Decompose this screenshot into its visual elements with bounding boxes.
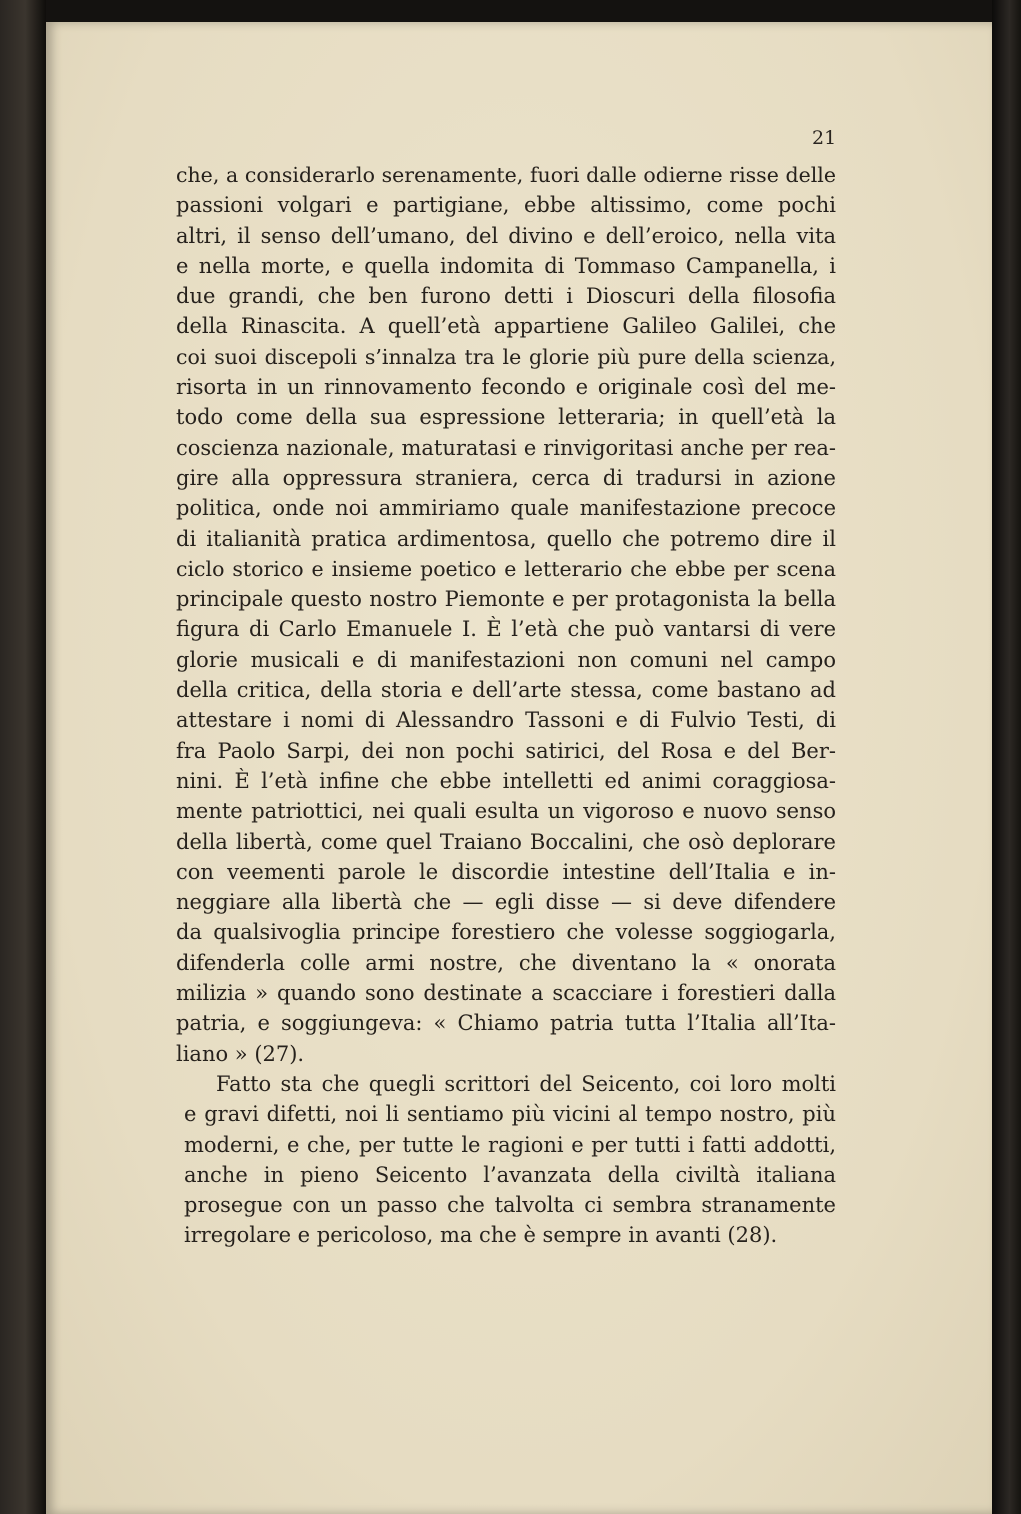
paragraph-1 (176, 160, 836, 1069)
text-line: fra Paolo Sarpi, dei non pochi satirici, del Rosa e del Ber- (176, 738, 836, 763)
scan-border-left (0, 0, 46, 1514)
text-line: politica, onde noi ammiriamo quale manifestazione precoce (176, 496, 836, 521)
text-line: e gravi difetti, noi li sentiamo più vicini al tempo nostro, più (184, 1102, 836, 1127)
text-line: con veementi parole le discordie intestine dell’Italia e in- (176, 859, 836, 884)
text-line: attestare i nomi di Alessandro Tassoni e di Fulvio Testi, di (176, 708, 836, 733)
text-line: patria, e soggiungeva: « Chiamo patria tutta l’Italia all’Ita- (176, 1011, 836, 1036)
text-line: liano » (27). (176, 1041, 305, 1066)
scan-border-top (46, 0, 992, 22)
text-line: figura di Carlo Emanuele I. È l’età che può vantarsi di vere (176, 617, 836, 642)
text-line: irregolare e pericoloso, ma che è sempre in avanti (28). (184, 1223, 778, 1248)
text-line: altri, il senso dell’umano, del divino e dell’eroico, nella vita (176, 223, 836, 248)
text-line: neggiare alla libertà che — egli disse — si deve difendere (176, 890, 836, 915)
text-line: della critica, della storia e dell’arte stessa, come bastano ad (176, 678, 836, 703)
text-line: difenderla colle armi nostre, che diventano la « onorata (176, 950, 836, 975)
text-line: della Rinascita. A quell’età appartiene Galileo Galilei, che (176, 314, 836, 339)
text-line: todo come della sua espressione letteraria; in quell’età la (176, 405, 836, 430)
text-line: prosegue con un passo che talvolta ci sembra stranamente (184, 1193, 836, 1218)
scan-border-right (992, 0, 1021, 1514)
text-line: e nella morte, e quella indomita di Tommaso Campanella, i (176, 253, 836, 278)
text-line: nini. È l’età infine che ebbe intelletti ed animi coraggiosa- (176, 768, 836, 793)
text-line: anche in pieno Seicento l’avanzata della civiltà italiana (184, 1162, 836, 1187)
text-line: mente patriottici, nei quali esulta un vigoroso e nuovo senso (176, 799, 836, 824)
text-line: passioni volgari e partigiane, ebbe altissimo, come pochi (176, 193, 836, 218)
text-line: principale questo nostro Piemonte e per protagonista la bella (176, 587, 836, 612)
text-line: moderni, e che, per tutte le ragioni e per tutti i fatti addotti, (184, 1132, 836, 1157)
text-line: di italianità pratica ardimentosa, quello che potremo dire il (176, 526, 836, 551)
text-line: Fatto sta che quegli scrittori del Seicento, coi loro molti (216, 1071, 836, 1096)
text-line: risorta in un rinnovamento fecondo e originale così del me- (176, 375, 836, 400)
text-line: ciclo storico e insieme poetico e letterario che ebbe per scena (176, 556, 836, 581)
text-line: coi suoi discepoli s’innalza tra le glorie più pure della scienza, (176, 344, 836, 369)
paragraph-2 (176, 1069, 836, 1251)
text-line: coscienza nazionale, maturatasi e rinvigoritasi anche per rea- (176, 435, 836, 460)
page-number: 21 (812, 127, 837, 149)
text-line: da qualsivoglia principe forestiero che volesse soggiogarla, (176, 920, 836, 945)
text-line: due grandi, che ben furono detti i Dioscuri della filosofia (176, 284, 836, 309)
text-line: della libertà, come quel Traiano Boccalini, che osò deplorare (176, 829, 836, 854)
text-line: glorie musicali e di manifestazioni non comuni nel campo (176, 647, 836, 672)
text-line: milizia » quando sono destinate a scacciare i forestieri dalla (176, 981, 836, 1006)
text-line: gire alla oppressura straniera, cerca di tradursi in azione (176, 465, 836, 490)
body-text (176, 160, 836, 1251)
text-line: che, a considerarlo serenamente, fuori dalle odierne risse delle (176, 163, 836, 187)
